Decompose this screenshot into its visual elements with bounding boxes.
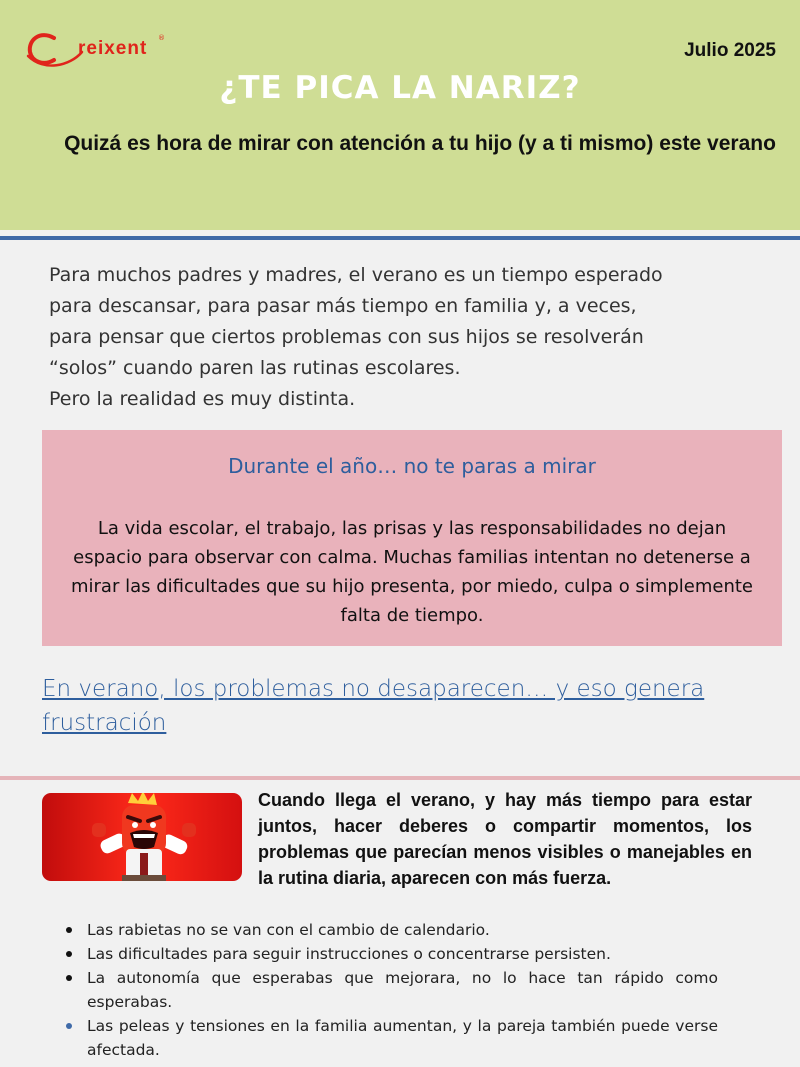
callout-heading: Durante el año… no te paras a mirar xyxy=(228,454,596,478)
list-item: Las rabietas no se van con el cambio de calendario. xyxy=(66,918,718,942)
page-title: ¿TE PICA LA NARIZ? xyxy=(219,70,581,106)
logo-registered-mark: ® xyxy=(158,34,165,42)
summer-paragraph: Cuando llega el verano, y hay más tiempo para estar juntos, hacer deberes o compartir momentos, los problemas que parecían menos visibles o manejables en la rutina diaria, aparecen con más fuerza. xyxy=(258,790,752,888)
callout-body: La vida escolar, el trabajo, las prisas y las responsabilidades no dejan espacio para observar con calma. Muchas familias intentan no detenerse a mirar las dificultades que su hijo presenta, por miedo, culpa o simplemente falta de tiempo. xyxy=(71,518,753,626)
problems-list xyxy=(66,918,718,1062)
intro-paragraph xyxy=(49,260,779,415)
callout-box xyxy=(42,430,782,646)
angry-character-drawing xyxy=(42,793,242,881)
angry-red-character-icon xyxy=(42,793,242,881)
page-subtitle: Quizá es hora de mirar con atención a tu hijo (y a ti mismo) este verano xyxy=(64,132,776,155)
divider-pink xyxy=(0,776,800,780)
header-banner xyxy=(0,0,800,230)
intro-line: para descansar, para pasar más tiempo en familia y, a veces, xyxy=(49,295,637,317)
logo-text: reixent xyxy=(78,38,148,59)
issue-date: Julio 2025 xyxy=(684,40,776,61)
logo-c-icon xyxy=(24,26,84,72)
divider-blue xyxy=(0,236,800,240)
list-item: La autonomía que esperabas que mejorara, no lo hace tan rápido como esperabas. xyxy=(66,966,718,1014)
intro-line: “solos” cuando paren las rutinas escolares. xyxy=(49,357,461,379)
intro-line: para pensar que ciertos problemas con sus hijos se resolverán xyxy=(49,326,644,348)
list-item: Las peleas y tensiones en la familia aumentan, y la pareja también puede verse afectada. xyxy=(66,1014,718,1062)
section-heading-link[interactable]: En verano, los problemas no desaparecen… y eso genera frustración xyxy=(42,676,705,736)
intro-line: Para muchos padres y madres, el verano es un tiempo esperado xyxy=(49,264,663,286)
list-item: Las dificultades para seguir instrucciones o concentrarse persisten. xyxy=(66,942,718,966)
intro-line: Pero la realidad es muy distinta. xyxy=(49,388,356,410)
creixent-logo xyxy=(24,26,165,72)
